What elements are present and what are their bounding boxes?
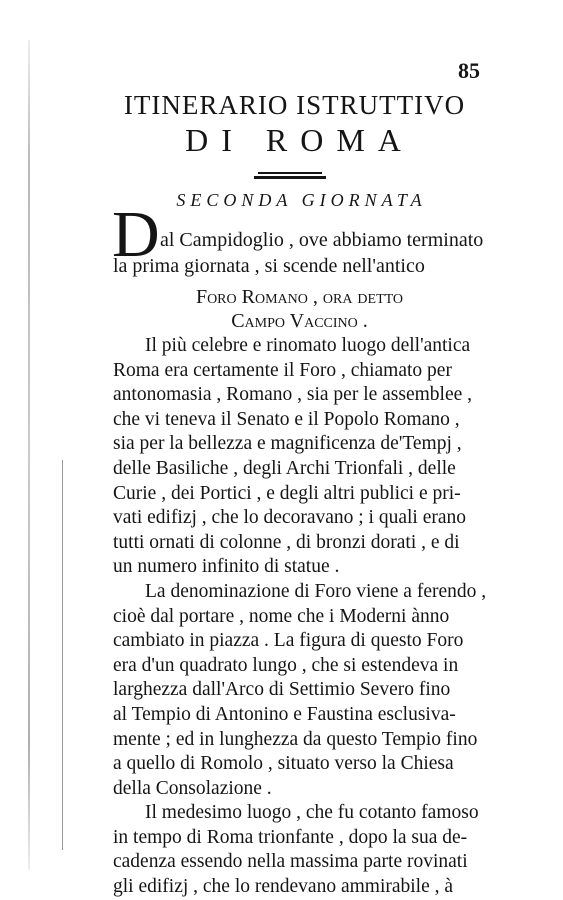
text-line: sia per la bellezza e magnificenza de'Tempj , <box>113 433 462 455</box>
text-line: cambiato in piazza . La figura di questo Foro <box>113 630 464 652</box>
text-line: della Consolazione . <box>113 777 272 799</box>
text-line: mente ; ed in lunghezza da questo Tempio fino <box>113 728 478 750</box>
text-line: a quello di Romolo , situato verso la Chiesa <box>113 753 454 775</box>
text-line: delle Basiliche , degli Archi Trionfali , delle <box>113 457 456 479</box>
text-line: Roma era certamente il Foro , chiamato per <box>113 359 452 381</box>
intro-line-1: al Campidoglio , ove abbiamo terminato <box>160 229 484 251</box>
section-heading-line-1: Foro Romano , ora detto <box>195 286 404 308</box>
page-number: 85 <box>458 58 480 83</box>
text-line: La denominazione di Foro viene a ferendo , <box>145 580 487 602</box>
text-line: in tempo di Roma trionfante , dopo la sua de- <box>113 826 468 848</box>
title-rule <box>258 172 322 174</box>
text-line: un numero infinito di statue . <box>113 556 340 578</box>
text-line: gli edifizj , che lo rendevano ammirabile , à <box>113 876 454 898</box>
text-line: Il più celebre e rinomato luogo dell'antica <box>145 335 471 356</box>
text-line: Curie , dei Portici , e degli altri publici e pri- <box>113 482 461 504</box>
text-line: cadenza essendo nella massima parte rovinati <box>113 851 468 873</box>
title-rule-thick <box>254 176 326 179</box>
drop-cap: D <box>112 198 160 271</box>
text-line: vati edifizj , che lo decoravano ; i quali erano <box>113 507 467 529</box>
text-line: cioè dal portare , nome che i Moderni ànno <box>113 605 450 627</box>
section-heading-line-2: Campo Vaccino . <box>231 310 368 332</box>
binding-gutter-line <box>28 40 30 870</box>
section-subtitle: SECONDA GIORNATA <box>176 190 427 210</box>
text-line: larghezza dall'Arco di Settimio Severo fino <box>113 679 451 701</box>
intro-line-2: la prima giornata , si scende nell'antico <box>113 255 425 277</box>
text-line: tutti ornati di colonne , di bronzi dorati , e di <box>113 531 460 553</box>
text-line: al Tempio di Antonino e Faustina esclusiva- <box>113 703 456 725</box>
body-text <box>113 334 493 900</box>
text-line: che vi teneva il Senato e il Popolo Romano , <box>113 408 460 430</box>
title-line-2: DI ROMA <box>185 122 414 158</box>
text-line: Il medesimo luogo , che fu cotanto famoso <box>145 802 479 824</box>
text-line: antonomasia , Romano , sia per le assemblee , <box>113 384 473 406</box>
text-line: era d'un quadrato lungo , che si estendeva in <box>113 654 459 676</box>
binding-gutter-mark <box>62 460 63 850</box>
title-line-1: ITINERARIO ISTRUTTIVO <box>123 90 466 120</box>
